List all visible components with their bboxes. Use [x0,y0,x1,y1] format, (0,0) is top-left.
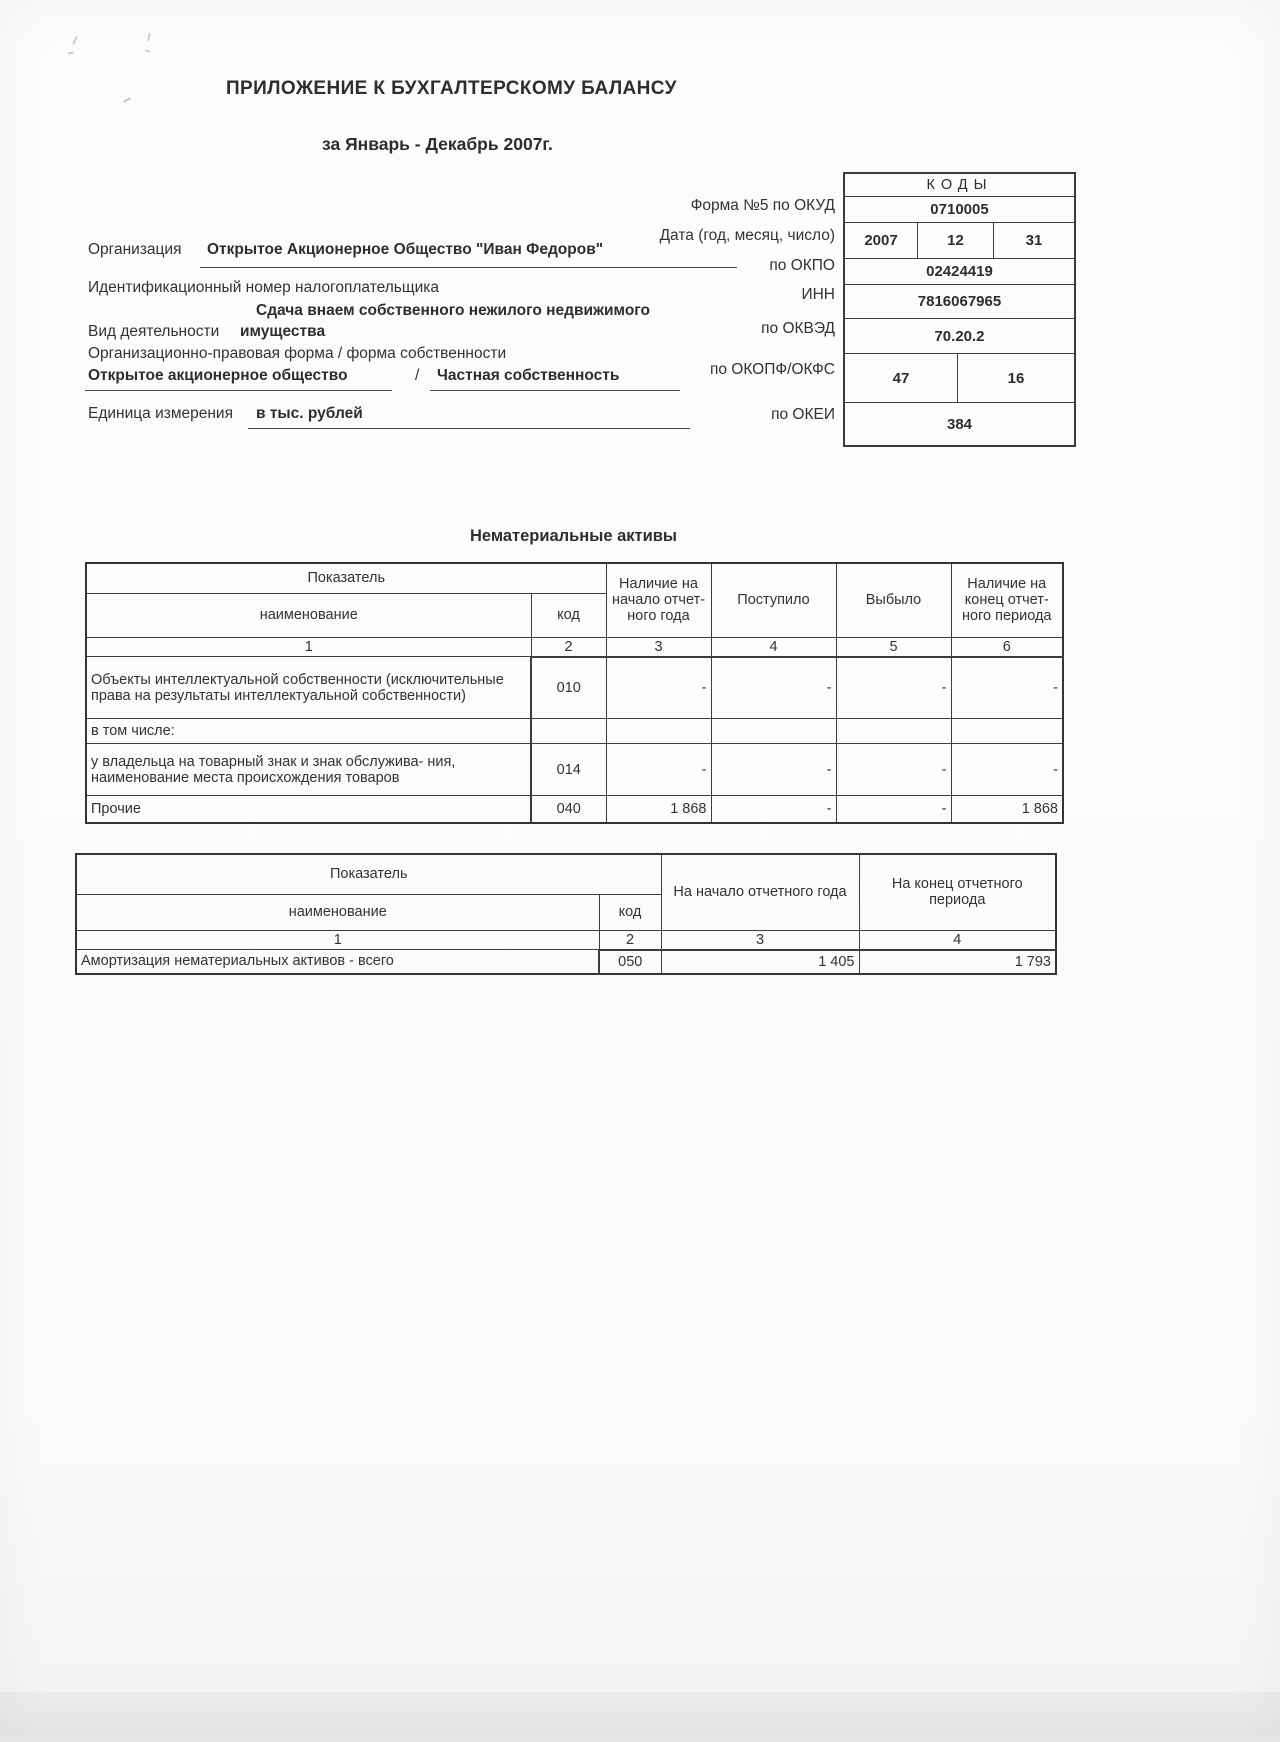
okud-code-cell: 0710005 [930,201,989,218]
ownership-value: Частная собственность [437,367,620,384]
okei-label: по ОКЕИ [771,406,835,423]
t1-row-value [711,719,836,744]
t1-row-value: - [836,657,951,719]
okfs-code-cell: 16 [957,354,1074,402]
t2-row-value: 1 793 [859,950,1056,974]
organization-value: Открытое Акционерное Общество "Иван Федоров" [207,241,604,258]
t2-header-code: код [599,894,661,930]
t2-header-name: наименование [76,894,599,930]
t1-row-code: 014 [531,744,606,796]
t1-colnum: 4 [711,637,836,657]
t1-row-value: - [711,744,836,796]
amortization-table [75,853,1057,975]
t1-row-name: Объекты интеллектуальной собственности (исключительные права на результаты интеллектуальной собственности) [86,657,531,719]
orgform-separator: / [415,367,420,384]
t1-row-value: - [711,657,836,719]
t1-row-value: - [711,796,836,823]
codes-table [843,172,1076,447]
t1-row-value: 1 868 [606,796,711,823]
t2-colnum: 1 [76,930,599,950]
scan-edge-shade [0,1692,1280,1736]
unit-label: Единица измерения [88,405,233,422]
t1-row-name: Прочие [86,796,531,823]
pencil-mark [147,33,150,41]
inn-code-cell: 7816067965 [917,293,1002,310]
okud-form-label: Форма №5 по ОКУД [690,197,835,214]
okved-code-cell: 70.20.2 [934,327,985,345]
intangible-assets-title: Нематериальные активы [469,527,678,545]
t2-header-col4: На конец отчетного периода [859,854,1056,930]
okopf-okfs-label: по ОКОПФ/ОКФС [709,361,835,378]
t2-row-value: 1 405 [661,950,859,974]
t1-row-code [531,719,606,744]
t1-header-col6: Наличие на конец отчет- ного периода [951,563,1063,637]
t1-row-value [836,719,951,744]
t1-row-value: - [836,744,951,796]
date-day-cell: 31 [993,223,1074,258]
t2-row-code: 050 [599,950,661,974]
t2-colnum: 4 [859,930,1056,950]
pencil-mark [68,51,74,54]
page-subtitle: за Январь - Декабрь 2007г. [322,134,553,154]
t1-colnum: 3 [606,637,711,657]
okopf-code-cell: 47 [892,369,910,387]
t1-header-code: код [531,593,606,637]
inn-label: ИНН [801,286,835,303]
t1-colnum: 5 [836,637,951,657]
orgform-value: Открытое акционерное общество [88,367,348,384]
activity-label: Вид деятельности [88,323,220,340]
intangible-assets-table [85,562,1064,824]
t2-row-name: Амортизация нематериальных активов - всего [76,950,599,974]
page-title: ПРИЛОЖЕНИЕ К БУХГАЛТЕРСКОМУ БАЛАНСУ [226,78,677,99]
okpo-code-cell: 02424419 [926,263,993,280]
activity-value-line2: имущества [240,323,326,340]
activity-value-line1: Сдача внаем собственного нежилого недвижимого [256,302,651,319]
t1-row-value [951,719,1063,744]
t1-row-value: - [606,657,711,719]
okved-label: по ОКВЭД [761,320,835,337]
t1-header-col4: Поступило [711,563,836,637]
t1-colnum: 6 [951,637,1063,657]
t1-row-value [606,719,711,744]
okpo-label: по ОКПО [769,257,835,274]
t1-colnum: 2 [531,637,606,657]
t1-header-col3: Наличие на начало отчет- ного года [606,563,711,637]
t1-colnum: 1 [86,637,531,657]
t1-row-code: 040 [531,796,606,823]
t1-row-value: - [951,657,1063,719]
t1-row-name: у владельца на товарный знак и знак обслужива- ния, наименование места происхождения товаров [86,744,531,796]
t1-row-value: - [951,744,1063,796]
t2-colnum: 2 [599,930,661,950]
unit-value: в тыс. рублей [256,405,363,422]
t1-row-code: 010 [531,657,606,719]
t2-colnum: 3 [661,930,859,950]
date-year-cell: 2007 [864,232,898,249]
okei-code-cell: 384 [946,415,973,433]
t2-header-indicator: Показатель [76,854,661,894]
date-label: Дата (год, месяц, число) [659,227,835,244]
t1-row-value: - [606,744,711,796]
organization-label: Организация [88,241,182,258]
t1-row-value: 1 868 [951,796,1063,823]
t1-row-value: - [836,796,951,823]
pencil-mark [145,49,150,52]
date-month-cell: 12 [917,223,993,258]
codes-header-cell: КОДЫ [926,177,993,193]
pencil-mark [123,97,131,103]
t1-row-name: в том числе: [86,719,531,744]
taxpayer-id-label: Идентификационный номер налогоплательщика [88,279,440,296]
t1-header-name: наименование [86,593,531,637]
t1-header-col5: Выбыло [836,563,951,637]
orgform-label: Организационно-правовая форма / форма собственности [88,345,507,362]
t1-header-indicator: Показатель [86,563,606,593]
pencil-mark [72,36,77,45]
t2-header-col3: На начало отчетного года [661,854,859,930]
